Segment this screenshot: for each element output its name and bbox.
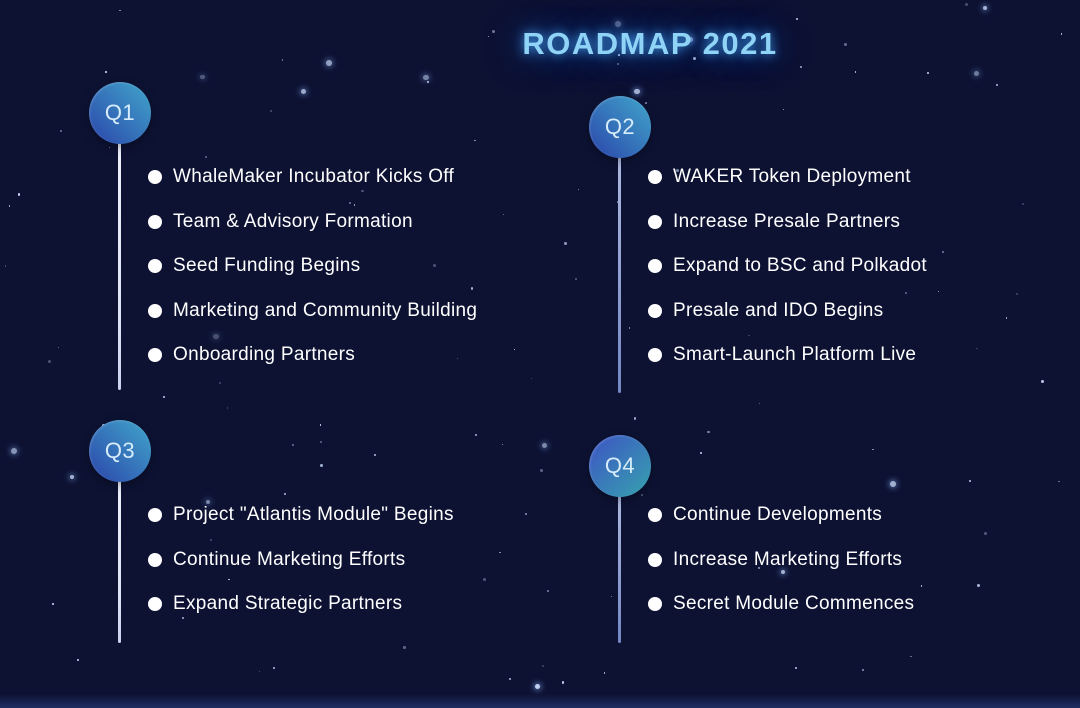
milestone-item — [648, 155, 927, 200]
milestone-list-q4 — [648, 493, 914, 627]
star — [320, 441, 322, 443]
milestone-label: Presale and IDO Begins — [673, 299, 884, 321]
star — [320, 424, 321, 425]
milestone-label: WAKER Token Deployment — [673, 166, 911, 188]
timeline-line-q2 — [618, 154, 621, 393]
milestone-label: Onboarding Partners — [173, 344, 356, 366]
milestone-label: Continue Marketing Efforts — [173, 548, 406, 570]
bullet-icon — [648, 259, 662, 273]
star — [301, 89, 307, 95]
star — [855, 71, 857, 73]
quarter-badge-q2 — [589, 96, 651, 158]
star — [5, 265, 6, 266]
milestone-item — [148, 538, 454, 583]
star — [320, 464, 323, 467]
star — [423, 75, 428, 80]
milestone-label: Project "Atlantis Module" Begins — [173, 504, 454, 526]
quarter-badge-label: Q4 — [604, 453, 636, 478]
bullet-icon — [148, 215, 162, 229]
bullet-icon — [148, 170, 162, 184]
bullet-icon — [648, 304, 662, 318]
star — [503, 214, 505, 216]
bullet-icon — [148, 597, 162, 611]
star — [1058, 481, 1059, 482]
bottom-glow — [0, 694, 1080, 708]
star — [514, 349, 515, 350]
star — [910, 656, 912, 658]
star — [617, 63, 619, 65]
milestone-item — [148, 155, 477, 200]
quarter-badge-label: Q3 — [104, 438, 136, 463]
milestone-item — [648, 244, 927, 289]
bullet-icon — [148, 259, 162, 273]
star — [1006, 317, 1008, 319]
star — [259, 671, 260, 672]
star — [942, 251, 944, 253]
star — [292, 444, 294, 446]
milestone-item — [648, 333, 927, 378]
star — [645, 102, 647, 104]
timeline-line-q3 — [118, 478, 121, 643]
star — [474, 140, 475, 141]
bullet-icon — [148, 553, 162, 567]
milestone-label: Secret Module Commences — [673, 593, 915, 615]
star — [976, 348, 978, 350]
star — [52, 603, 54, 605]
quarter-badge-label: Q2 — [604, 114, 636, 139]
star — [542, 443, 547, 448]
milestone-label: Continue Developments — [673, 504, 883, 526]
star — [403, 646, 405, 648]
quarter-badge-q1 — [89, 82, 151, 144]
star — [200, 75, 205, 80]
star — [796, 18, 798, 20]
star — [974, 71, 979, 76]
star — [9, 205, 11, 207]
star — [1022, 203, 1024, 205]
star — [890, 481, 896, 487]
star — [1016, 293, 1018, 295]
star — [483, 578, 486, 581]
star — [1061, 33, 1062, 34]
star — [783, 109, 784, 110]
milestone-label: Seed Funding Begins — [173, 255, 361, 277]
star — [270, 110, 272, 112]
milestone-label: Increase Presale Partners — [673, 210, 901, 232]
milestone-list-q2 — [648, 155, 927, 378]
star — [535, 684, 540, 689]
milestone-label: Expand Strategic Partners — [173, 593, 403, 615]
star — [427, 81, 429, 83]
star — [18, 193, 20, 195]
star — [502, 444, 503, 445]
milestone-item — [148, 493, 454, 538]
star — [641, 494, 643, 496]
milestone-item — [148, 289, 477, 334]
milestone-item — [648, 493, 914, 538]
bullet-icon — [148, 348, 162, 362]
star — [58, 347, 59, 348]
star — [921, 585, 923, 587]
star — [531, 378, 532, 379]
star — [48, 360, 51, 363]
milestone-item — [148, 244, 477, 289]
bullet-icon — [648, 553, 662, 567]
star — [11, 448, 17, 454]
star — [564, 242, 567, 245]
star — [629, 327, 631, 329]
star — [105, 71, 107, 73]
star — [60, 130, 62, 132]
quarter-badge-q4 — [589, 435, 651, 497]
bullet-icon — [648, 508, 662, 522]
milestone-item — [148, 200, 477, 245]
star — [800, 66, 801, 67]
star — [77, 659, 79, 661]
star — [707, 431, 710, 434]
star — [759, 403, 760, 404]
star — [969, 480, 971, 482]
star — [562, 681, 565, 684]
star — [540, 469, 543, 472]
bullet-icon — [148, 508, 162, 522]
star — [604, 672, 606, 674]
star — [1041, 380, 1044, 383]
star — [70, 475, 74, 479]
milestone-label: WhaleMaker Incubator Kicks Off — [173, 166, 455, 188]
star — [927, 72, 929, 74]
milestone-list-q1 — [148, 155, 477, 378]
timeline-line-q4 — [618, 493, 621, 643]
star — [227, 407, 229, 409]
star — [938, 291, 939, 292]
page-title: ROADMAP 2021 — [522, 26, 778, 61]
quarter-badge-q3 — [89, 420, 151, 482]
milestone-list-q3 — [148, 493, 454, 627]
bullet-icon — [648, 215, 662, 229]
star — [542, 665, 544, 667]
milestone-label: Expand to BSC and Polkadot — [673, 255, 927, 277]
milestone-item — [648, 538, 914, 583]
star — [499, 552, 501, 554]
star — [634, 89, 640, 95]
star — [219, 382, 221, 384]
milestone-label: Team & Advisory Formation — [173, 210, 413, 232]
star — [634, 417, 637, 420]
quarter-badge-label: Q1 — [104, 100, 136, 125]
star — [273, 667, 275, 669]
milestone-item — [648, 582, 914, 627]
star — [965, 3, 968, 6]
star — [984, 532, 986, 534]
star — [862, 669, 864, 671]
milestone-label: Smart-Launch Platform Live — [673, 344, 917, 366]
milestone-item — [648, 289, 927, 334]
star — [872, 449, 874, 451]
milestone-label: Increase Marketing Efforts — [673, 548, 903, 570]
star — [163, 396, 166, 399]
star — [475, 434, 477, 436]
bullet-icon — [648, 170, 662, 184]
star — [611, 596, 612, 597]
bullet-icon — [148, 304, 162, 318]
timeline-line-q1 — [118, 140, 121, 390]
bullet-icon — [648, 348, 662, 362]
star — [578, 189, 579, 190]
star — [119, 10, 121, 12]
star — [983, 6, 987, 10]
star — [547, 590, 549, 592]
star — [109, 147, 110, 148]
star — [525, 513, 527, 515]
star — [996, 84, 998, 86]
bullet-icon — [648, 597, 662, 611]
star — [282, 59, 284, 61]
star — [977, 584, 980, 587]
milestone-item — [648, 200, 927, 245]
milestone-label: Marketing and Community Building — [173, 299, 478, 321]
milestone-item — [148, 582, 454, 627]
star — [575, 278, 577, 280]
star — [795, 667, 797, 669]
star — [326, 60, 332, 66]
star — [374, 454, 376, 456]
star — [700, 452, 702, 454]
star — [509, 678, 511, 680]
milestone-item — [148, 333, 477, 378]
